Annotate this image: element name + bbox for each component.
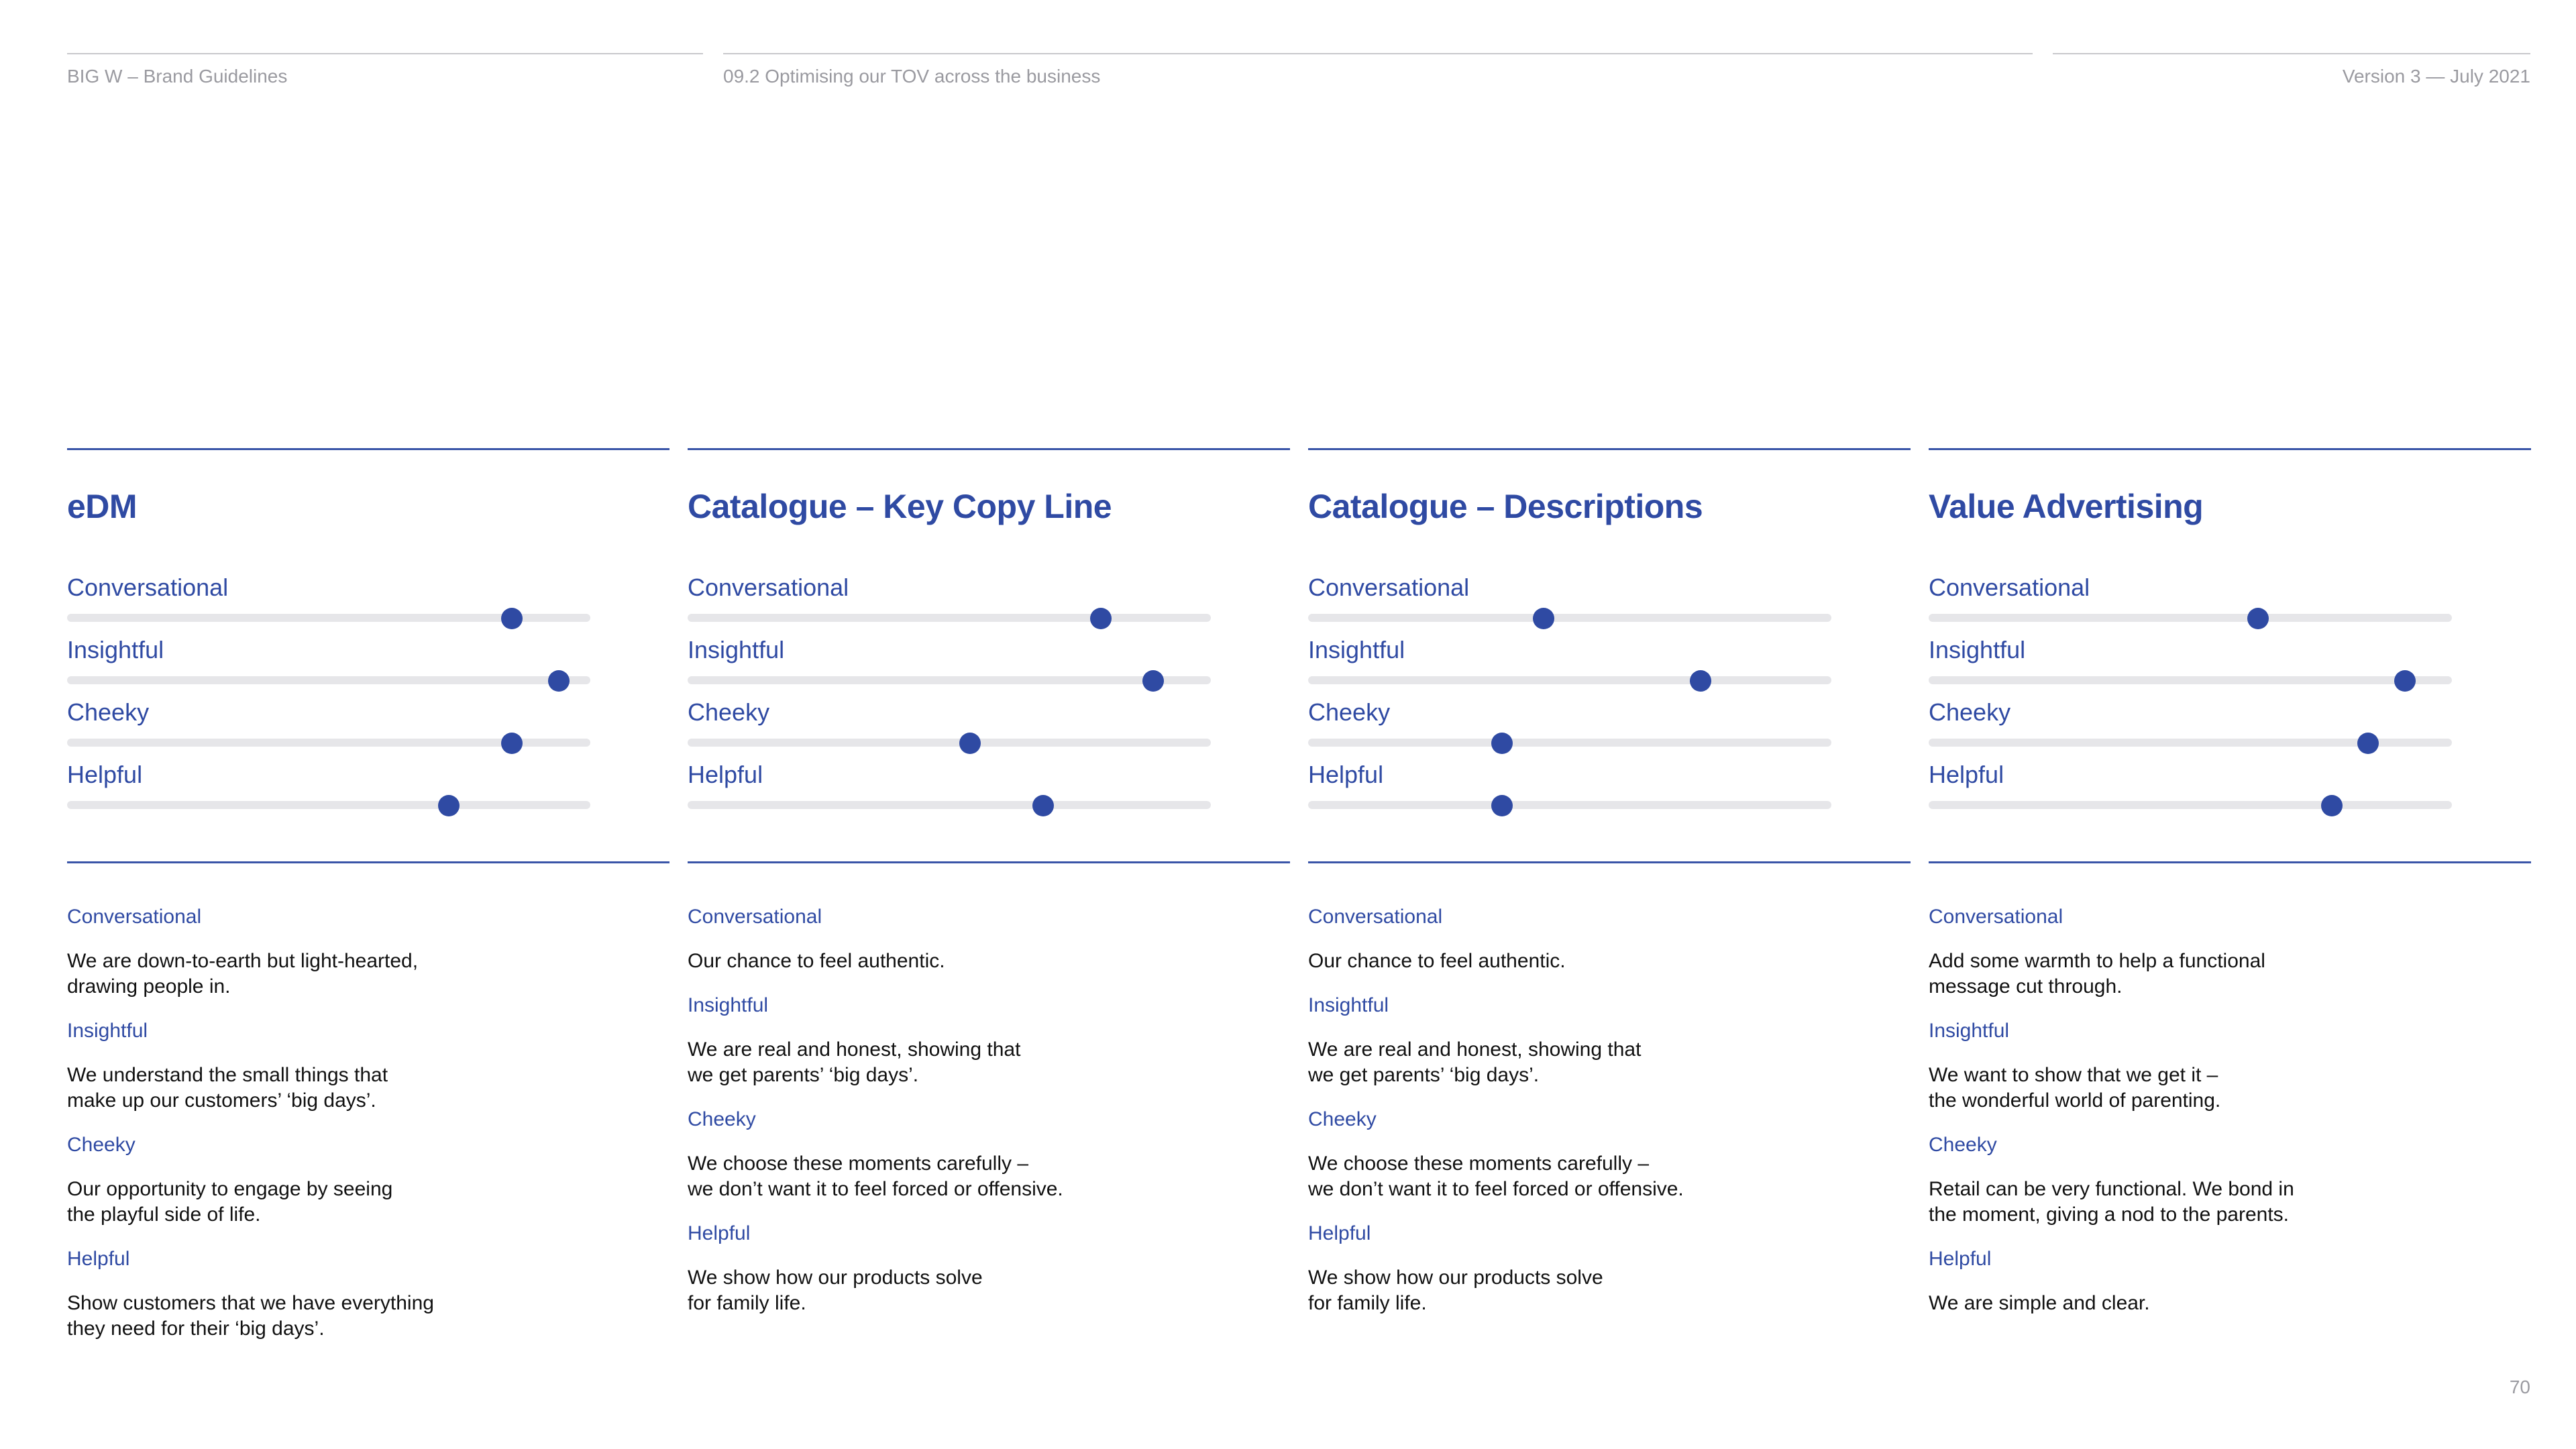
doc-title: BIG W – Brand Guidelines xyxy=(67,66,288,87)
description-heading: Helpful xyxy=(1929,1248,1992,1270)
version-label: Version 3 — July 2021 xyxy=(2342,66,2530,87)
description-heading: Insightful xyxy=(1929,1020,2010,1042)
tone-slider-label: Helpful xyxy=(1308,761,1384,788)
slider-track xyxy=(688,739,1211,747)
description-heading: Conversational xyxy=(67,906,202,928)
tone-slider-label: Cheeky xyxy=(67,698,150,726)
tone-slider-cheeky xyxy=(67,698,590,761)
description-text: We are simple and clear. xyxy=(1929,1292,2150,1314)
tone-slider-insightful xyxy=(67,636,590,698)
section-rule-top xyxy=(1929,448,2531,450)
tone-slider-label: Cheeky xyxy=(1929,698,2011,726)
slider-track xyxy=(1308,739,1831,747)
description-text: Retail can be very functional. We bond in the moment, giving a nod to the parents. xyxy=(1929,1178,2294,1226)
slider-track xyxy=(1929,614,2452,622)
description-heading: Cheeky xyxy=(688,1108,756,1130)
slider-thumb xyxy=(2321,795,2343,816)
description-heading: Conversational xyxy=(688,906,822,928)
page-number: 70 xyxy=(2509,1377,2530,1397)
section-rule-mid xyxy=(67,861,669,863)
slider-thumb xyxy=(501,608,523,629)
slider-thumb xyxy=(1690,670,1711,692)
tone-slider-conversational xyxy=(67,574,590,636)
description-heading: Helpful xyxy=(67,1248,130,1270)
slider-track xyxy=(1308,614,1831,622)
header-rule-left xyxy=(67,53,703,54)
tone-descriptions xyxy=(1929,904,2438,1335)
slider-track xyxy=(1929,801,2452,809)
column-value-advertising xyxy=(1929,448,2531,1387)
tone-descriptions xyxy=(1308,904,1818,1335)
slider-thumb xyxy=(548,670,570,692)
tone-descriptions xyxy=(688,904,1197,1335)
column-title: eDM xyxy=(67,488,138,525)
column-title: Catalogue – Descriptions xyxy=(1308,488,1703,525)
description-text: Show customers that we have everything they need for their ‘big days’. xyxy=(67,1292,434,1340)
slider-thumb xyxy=(2357,733,2379,754)
slider-track xyxy=(67,801,590,809)
slider-track xyxy=(1308,801,1831,809)
tone-slider-helpful xyxy=(1929,761,2452,823)
slider-thumb xyxy=(1533,608,1554,629)
slider-thumb xyxy=(1032,795,1054,816)
tone-slider-label: Insightful xyxy=(1929,636,2026,663)
tone-slider-helpful xyxy=(67,761,590,823)
tone-slider-label: Helpful xyxy=(1929,761,2004,788)
description-heading: Conversational xyxy=(1929,906,2063,928)
slider-track xyxy=(1929,676,2452,684)
description-text: We choose these moments carefully – we don’t want it to feel forced or offensive. xyxy=(1308,1152,1684,1200)
column-title: Value Advertising xyxy=(1929,488,2204,525)
slider-thumb xyxy=(2394,670,2416,692)
slider-thumb xyxy=(1142,670,1164,692)
section-rule-top xyxy=(1308,448,1911,450)
description-text: We understand the small things that make up our customers’ ‘big days’. xyxy=(67,1064,388,1112)
tone-slider-label: Conversational xyxy=(67,574,229,601)
description-heading: Cheeky xyxy=(67,1134,136,1156)
description-heading: Helpful xyxy=(1308,1222,1371,1244)
section-rule-mid xyxy=(688,861,1290,863)
column-catalogue-key-copy xyxy=(688,448,1290,1387)
tone-slider-helpful xyxy=(688,761,1211,823)
section-rule-top xyxy=(67,448,669,450)
tone-slider-label: Conversational xyxy=(1929,574,2090,601)
header-rule-center xyxy=(723,53,2033,54)
tone-slider-cheeky xyxy=(1308,698,1831,761)
slider-thumb xyxy=(501,733,523,754)
tone-slider-label: Helpful xyxy=(688,761,763,788)
description-text: Our chance to feel authentic. xyxy=(688,950,945,972)
tone-slider-conversational xyxy=(1929,574,2452,636)
tone-slider-label: Insightful xyxy=(67,636,164,663)
column-title: Catalogue – Key Copy Line xyxy=(688,488,1112,525)
section-title: 09.2 Optimising our TOV across the business xyxy=(723,66,1101,87)
slider-thumb xyxy=(959,733,981,754)
slider-track xyxy=(688,676,1211,684)
description-text: We are real and honest, showing that we get parents’ ‘big days’. xyxy=(1308,1038,1642,1086)
tone-descriptions xyxy=(67,904,577,1360)
tone-slider-label: Insightful xyxy=(1308,636,1405,663)
tone-slider-label: Insightful xyxy=(688,636,785,663)
description-heading: Helpful xyxy=(688,1222,751,1244)
description-heading: Conversational xyxy=(1308,906,1443,928)
column-edm xyxy=(67,448,669,1387)
tone-slider-label: Conversational xyxy=(688,574,849,601)
column-catalogue-descriptions xyxy=(1308,448,1911,1387)
description-text: Our opportunity to engage by seeing the playful side of life. xyxy=(67,1178,393,1226)
tone-slider-insightful xyxy=(688,636,1211,698)
slider-track xyxy=(67,676,590,684)
slider-track xyxy=(1308,676,1831,684)
description-heading: Cheeky xyxy=(1929,1134,1997,1156)
tone-slider-label: Conversational xyxy=(1308,574,1470,601)
description-text: We show how our products solve for family life. xyxy=(688,1267,983,1314)
slider-thumb xyxy=(1491,795,1513,816)
tone-slider-cheeky xyxy=(1929,698,2452,761)
tone-slider-helpful xyxy=(1308,761,1831,823)
description-text: We show how our products solve for family life. xyxy=(1308,1267,1603,1314)
tone-slider-label: Helpful xyxy=(67,761,143,788)
description-heading: Insightful xyxy=(1308,994,1389,1016)
description-text: Add some warmth to help a functional message cut through. xyxy=(1929,950,2265,998)
slider-thumb xyxy=(438,795,460,816)
description-text: We are real and honest, showing that we get parents’ ‘big days’. xyxy=(688,1038,1021,1086)
section-rule-mid xyxy=(1929,861,2531,863)
tone-slider-conversational xyxy=(1308,574,1831,636)
tone-slider-conversational xyxy=(688,574,1211,636)
tone-slider-label: Cheeky xyxy=(688,698,770,726)
tone-slider-insightful xyxy=(1929,636,2452,698)
description-text: We want to show that we get it – the wonderful world of parenting. xyxy=(1929,1064,2221,1112)
tone-slider-cheeky xyxy=(688,698,1211,761)
description-heading: Insightful xyxy=(688,994,769,1016)
section-rule-mid xyxy=(1308,861,1911,863)
description-text: We are down-to-earth but light-hearted, drawing people in. xyxy=(67,950,419,998)
tone-slider-insightful xyxy=(1308,636,1831,698)
slider-thumb xyxy=(1491,733,1513,754)
slider-thumb xyxy=(1090,608,1112,629)
slider-track xyxy=(688,801,1211,809)
description-heading: Insightful xyxy=(67,1020,148,1042)
tone-slider-label: Cheeky xyxy=(1308,698,1391,726)
header-rule-right xyxy=(2053,53,2530,54)
section-rule-top xyxy=(688,448,1290,450)
slider-track xyxy=(688,614,1211,622)
slider-thumb xyxy=(2247,608,2269,629)
description-text: Our chance to feel authentic. xyxy=(1308,950,1566,972)
description-heading: Cheeky xyxy=(1308,1108,1377,1130)
description-text: We choose these moments carefully – we don’t want it to feel forced or offensive. xyxy=(688,1152,1063,1200)
